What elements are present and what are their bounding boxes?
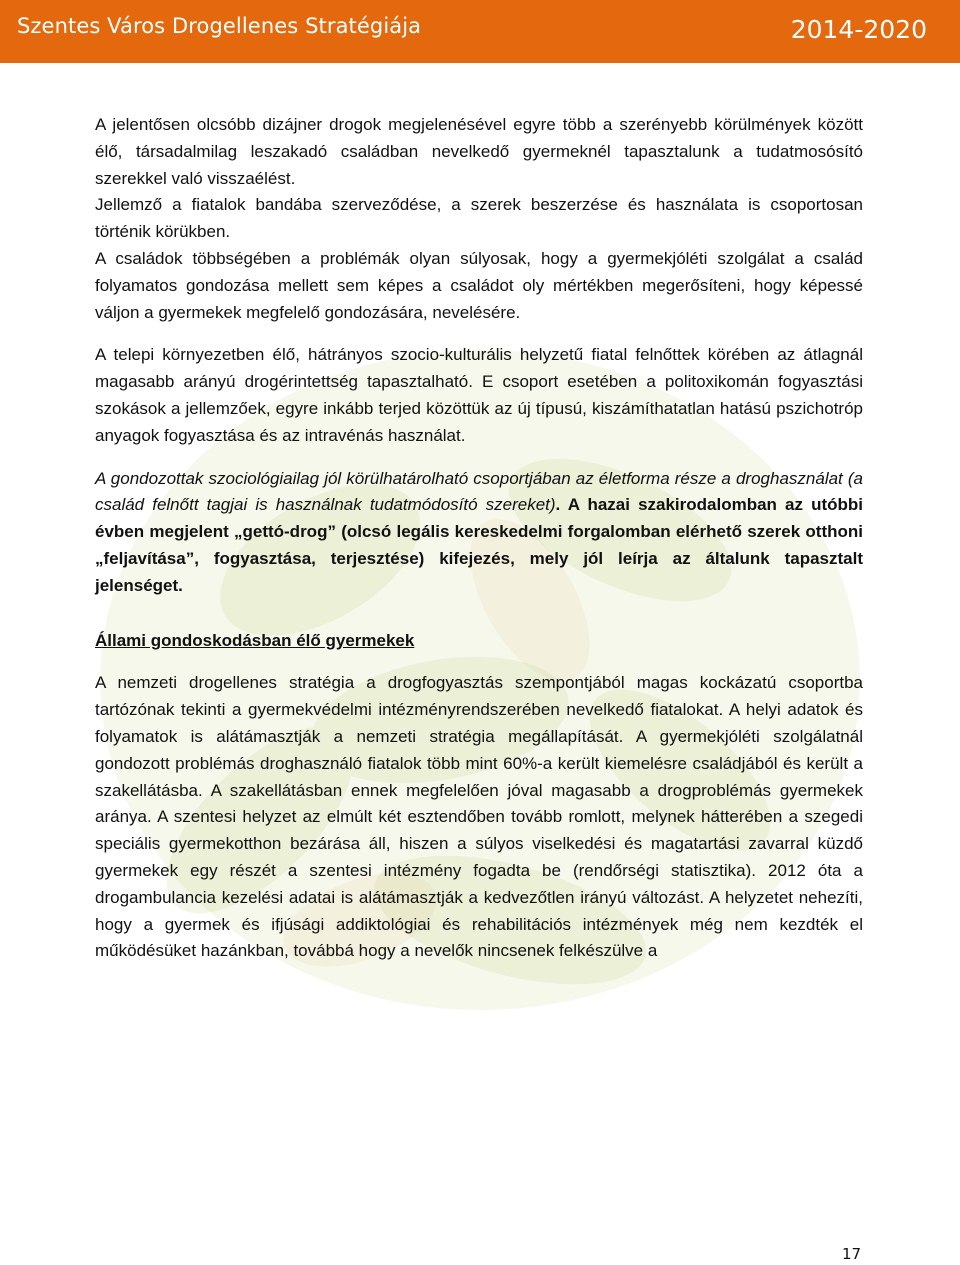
paragraph-ghetto-drug <box>95 466 863 600</box>
ghetto-drug-italic-text: A gondozottak szociológiailag jól körülhatárolható csoportjában az életforma része a droghasználat (a család felnőtt tagjai is használnak tudatmódosító szereket) <box>95 468 863 515</box>
paragraph-gangs: Jellemző a fiatalok bandába szerveződése, a szerek beszerzése és használata is csoportosan történik körükben. <box>95 195 863 242</box>
header-title: Szentes Város Drogellenes Stratégiája <box>17 14 422 38</box>
section-heading: Állami gondoskodásban élő gyermekek <box>95 630 415 650</box>
paragraph-families: A családok többségében a problémák olyan súlyosak, hogy a gyermekjóléti szolgálat a család folyamatos gondozása mellett sem képes a családot oly mértékben megerősíteni, hogy képessé váljon a gyermekek megfelelő gondozására, nevelésére. <box>95 248 863 322</box>
paragraph-designer-drugs: A jelentősen olcsóbb dizájner drogok megjelenésével egyre több a szerényebb körülmények között élő, társadalmilag leszakadó családban nevelkedő gyermeknél tapasztalunk a tudatmosósító szerekkel való visszaélést. <box>95 115 863 188</box>
paragraph-state-care: A nemzeti drogellenes stratégia a drogfogyasztás szempontjából magas kockázatú csoportba tartózónak tekinti a gyermekvédelmi intézményrendszerében nevelkedő fiatalokat. A helyi adatok és folyamatok is alátámasztják a nemzeti stratégia megállapítását. A gyermekjóléti szolgálatnál gondozott problémás droghasználó fiatalok több mint 60%-a került kiemelésre családjából és került a szakellátásba. A szakellátásban ennek megfelelően jóval magasabb a drogproblémás gyermekek aránya. A szentesi helyzet az elmúlt két esztendőben tovább romlott, melynek hátterében a szegedi speciális gyermekotthon bezárása áll, hiszen a súlyos viselkedési és magatartási zavarral küzdő gyermekek egy részét a szentesi intézmény fogadta be (rendőrségi statisztika). 2012 óta a drogambulancia kezelési adatai is alátámasztják a kedvezőtlen irányú változást. A helyzetet nehezíti, hogy a gyermek és ifjúsági addiktológiai és rehabilitációs intézmények még nem kezdték el működésüket hazánkban, továbbá hogy a nevelők nincsenek felkészülve a <box>95 673 863 961</box>
document-body <box>95 112 863 965</box>
ghetto-drug-bold-text: . A hazai szakirodalomban az utóbbi évben megjelent „gettó-drog” (olcsó legális kereskedelmi forgalomban elérhető szerek otthoni „feljavítása”, fogyasztása, terjesztése) kifejezés, mely jól leírja az általunk tapasztalt jelenséget. <box>95 495 863 595</box>
paragraph-settlement: A telepi környezetben élő, hátrányos szocio-kulturális helyzetű fiatal felnőttek körében az átlagnál magasabb arányú drogérintettség tapasztalható. E csoport esetében a politoxikomán fogyasztási szokások a jellemzőek, egyre inkább terjed közöttük az új típusú, kiszámíthatatlan hatású pszichotróp anyagok fogyasztása és az intravénás használat. <box>95 345 863 445</box>
page-header <box>0 0 960 63</box>
page-number: 17 <box>842 1245 862 1263</box>
header-years: 2014-2020 <box>790 15 927 44</box>
